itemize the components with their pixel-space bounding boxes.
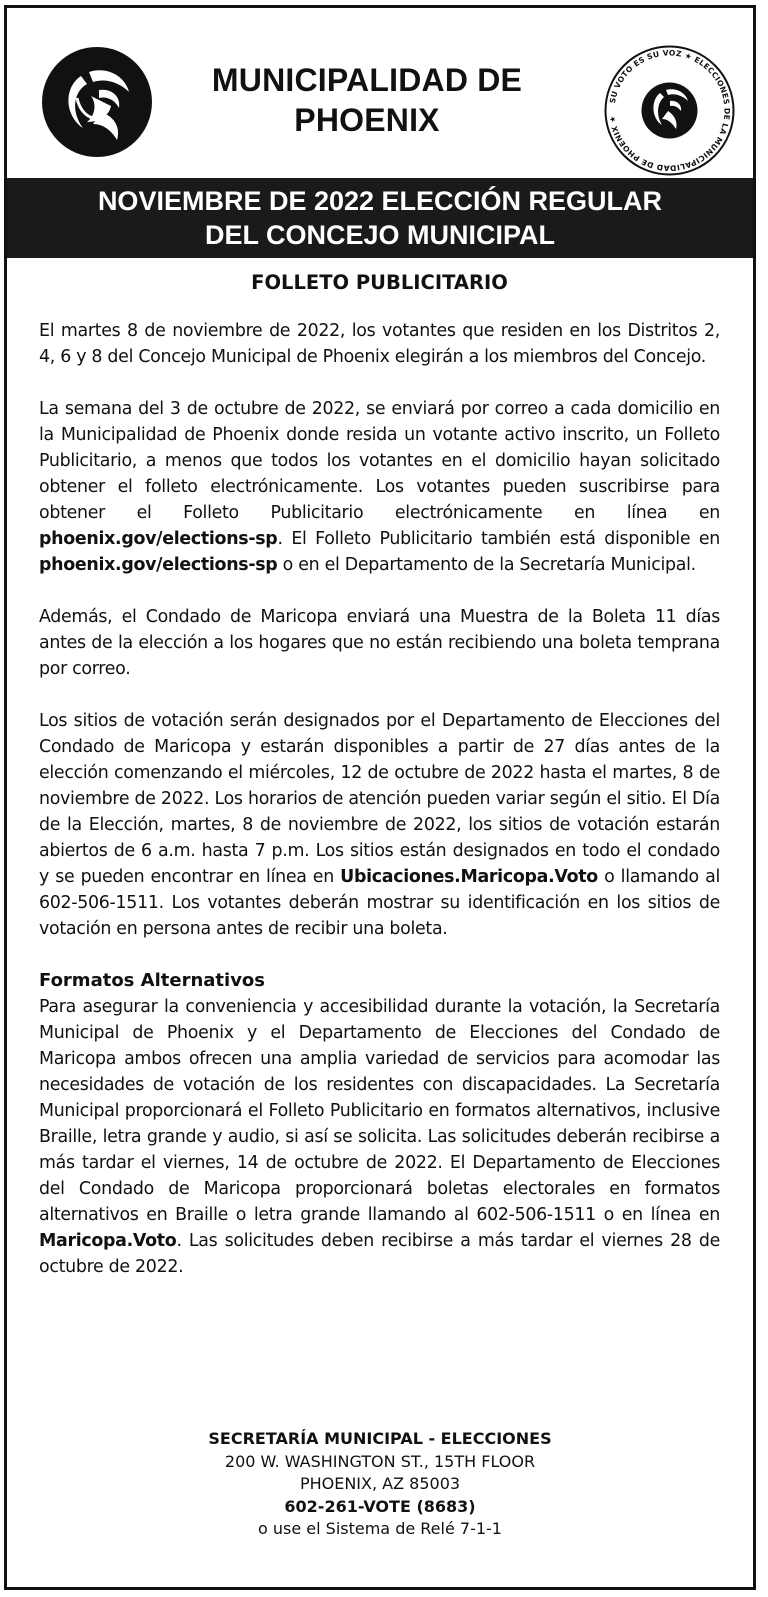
footer-address-1: 200 W. WASHINGTON ST., 15TH FLOOR bbox=[224, 1451, 536, 1471]
title-line-1: MUNICIPALIDAD DE bbox=[211, 62, 523, 98]
paragraph-election-date: El martes 8 de noviembre de 2022, los votantes que residen en los Distritos 2, 4, 6 y 8 del Concejo Municipal de Phoenix elegirán a los miembros del Concejo. bbox=[39, 321, 720, 367]
election-banner bbox=[7, 178, 753, 258]
header-title bbox=[182, 60, 552, 140]
header bbox=[7, 8, 753, 178]
contact-footer bbox=[7, 1428, 753, 1541]
title-line-2: PHOENIX bbox=[294, 102, 440, 138]
paragraph-alternative-formats bbox=[39, 994, 720, 1280]
alternative-formats-heading: Formatos Alternativos bbox=[39, 970, 266, 991]
seal-ring-text: SU VOTO ES SU VOZ ★ ELECCIONES DE LA MUNICIPALIDAD DE PHOENIX ★ bbox=[607, 48, 732, 173]
document-title: FOLLETO PUBLICITARIO bbox=[251, 271, 508, 294]
locations-link: Ubicaciones.Maricopa.Voto bbox=[340, 867, 598, 887]
notice-frame bbox=[4, 5, 756, 1590]
pamphlet-text-1: La semana del 3 de octubre de 2022, se enviará por correo a cada domicilio en la Municipalidad de Phoenix donde resida un votante activo inscrito, un Folleto Publicitario, a menos que todos los votantes en el domicilio hayan solicitado obtener el folleto electrónicamente. Los votantes pueden suscribirse para obtener el Folleto Publicitario electrónicamente en línea en bbox=[39, 399, 720, 523]
footer-phone: 602-261-VOTE (8683) bbox=[284, 1496, 476, 1516]
pamphlet-text-2: . El Folleto Publicitario también está disponible en bbox=[277, 529, 720, 549]
paragraph-pamphlet bbox=[39, 396, 720, 578]
elections-link-1: phoenix.gov/elections-sp bbox=[39, 529, 278, 549]
footer-office: SECRETARÍA MUNICIPAL - ELECCIONES bbox=[208, 1429, 552, 1448]
elections-link-2: phoenix.gov/elections-sp bbox=[39, 555, 278, 575]
alt-formats-text-1: Para asegurar la conveniencia y accesibilidad durante la votación, la Secretaría Municipal de Phoenix y el Departamento de Elecciones del Condado de Maricopa ambos ofrecen una amplia variedad de servicios para acomodar las necesidades de votación de los residentes con discapacidades. La Secretaría Municipal proporcionará el Folleto Publicitario en formatos alternativos, inclusive Braille, letra grande y audio, si así se solicita. Las solicitudes deberán recibirse a más tardar el viernes, 14 de octubre de 2022. El Departamento de Elecciones del Condado de Maricopa proporcionará boletas electorales en formatos alternativos en Braille o letra grande llamando al 602-506-1511 o en línea en bbox=[39, 997, 720, 1225]
banner-line-2: DEL CONCEJO MUNICIPAL bbox=[204, 220, 556, 250]
paragraph-voting-sites bbox=[39, 708, 720, 942]
voting-sites-text-1: Los sitios de votación serán designados por el Departamento de Elecciones del Condado de Maricopa y estarán disponibles a partir de 27 días antes de la elección comenzando el miércoles, 12 de octubre de 2022 hasta el martes, 8 de noviembre de 2022. Los horarios de atención pueden variar según el sitio. El Día de la Elección, martes, 8 de noviembre de 2022, los sitios de votación estarán abiertos de 6 a.m. hasta 7 p.m. Los sitios están designados en todo el condado y se pueden encontrar en línea en bbox=[39, 711, 720, 887]
maricopa-voto-link: Maricopa.Voto bbox=[39, 1231, 177, 1251]
alt-formats-text-2: . Las solicitudes deben recibirse a más tardar el viernes 28 de octubre de 2022. bbox=[39, 1231, 720, 1277]
election-seal bbox=[602, 43, 737, 178]
phoenix-bird-logo bbox=[41, 46, 153, 158]
banner-line-1: NOVIEMBRE DE 2022 ELECCIÓN REGULAR bbox=[97, 186, 663, 216]
pamphlet-text-3: o en el Departamento de la Secretaría Municipal. bbox=[277, 555, 696, 575]
voting-sites-text-2: o llamando al 602-506-1511. Los votantes deberán mostrar su identificación en los sitios de votación en persona antes de recibir una boleta. bbox=[39, 867, 720, 939]
paragraph-sample-ballot: Además, el Condado de Maricopa enviará una Muestra de la Boleta 11 días antes de la elección a los hogares que no están recibiendo una boleta temprana por correo. bbox=[39, 607, 720, 679]
notice-body bbox=[39, 270, 720, 1280]
footer-relay: o use el Sistema de Relé 7-1-1 bbox=[258, 1519, 502, 1538]
footer-address-2: PHOENIX, AZ 85003 bbox=[299, 1474, 461, 1493]
